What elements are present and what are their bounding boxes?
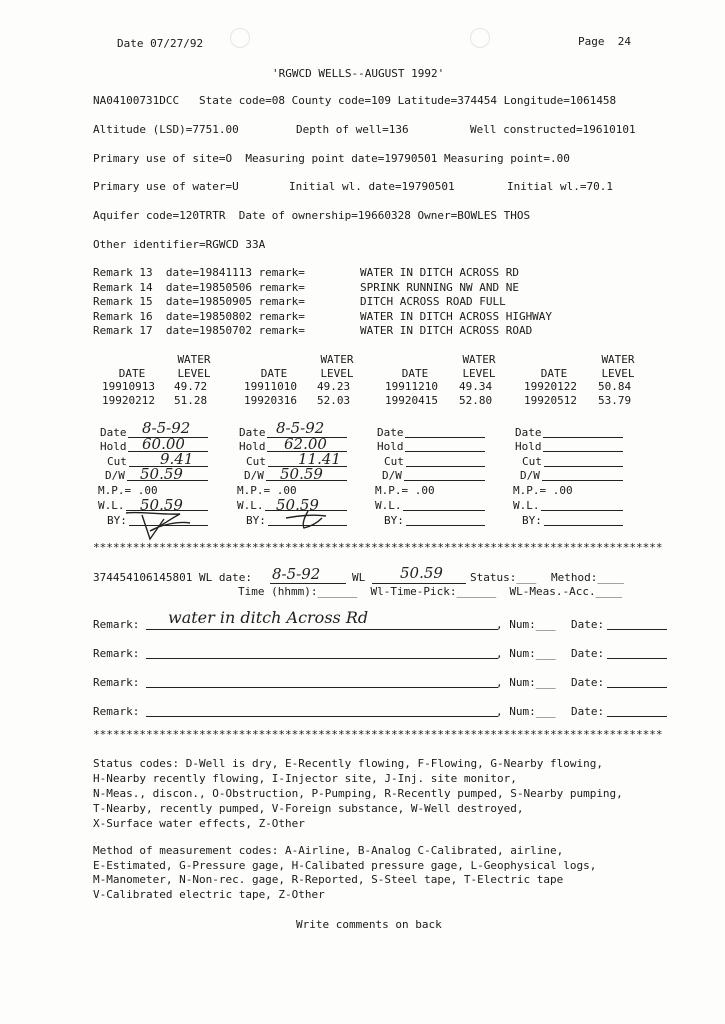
form-label-wl: W.L.: [98, 499, 125, 512]
form-label-cut: Cut: [522, 455, 542, 468]
level-value-cell: 50.84: [598, 380, 632, 393]
date-field[interactable]: [607, 687, 667, 688]
punch-hole: [470, 28, 490, 48]
site-id-line: NA04100731DCC State code=08 County code=109 Latitude=374454 Longitude=1061458: [93, 94, 617, 107]
form-label-by: BY:: [522, 514, 542, 527]
print-date: Date 07/27/92: [117, 37, 204, 50]
date-label: Date:: [571, 647, 605, 660]
remark-entry-label: Remark 16 date=19850802 remark=: [93, 309, 305, 323]
method-code-line: V-Calibrated electric tape, Z-Other: [93, 887, 325, 901]
level-value-cell: 51.28: [174, 394, 208, 407]
form-label-date: Date: [239, 426, 266, 439]
level-date-cell: 19920512: [524, 394, 577, 407]
handwritten-date-1: 8-5-92: [142, 419, 191, 437]
signature-2: [282, 508, 342, 530]
level-value-cell: 49.23: [317, 380, 351, 393]
column-header-water: WATER: [177, 353, 211, 366]
handwritten-dw-1: 50.59: [140, 465, 183, 483]
remark-entry-label: Remark 17 date=19850702 remark=: [93, 324, 305, 337]
primary-use-water: Primary use of water=U: [93, 180, 239, 193]
form-label-date: Date: [515, 426, 542, 439]
form-field-wl[interactable]: [541, 510, 623, 511]
form-field-date[interactable]: [543, 437, 623, 438]
num-field[interactable]: , Num:___: [496, 618, 556, 631]
status-code-line: Status codes: D-Well is dry, E-Recently flowing, F-Flowing, G-Nearby flowing,: [93, 757, 603, 770]
remark-label: Remark:: [93, 618, 140, 631]
level-date-cell: 19920122: [524, 380, 577, 393]
form-label-by: BY:: [246, 514, 266, 527]
date-label: Date:: [571, 618, 605, 631]
form-field-hold[interactable]: [543, 451, 623, 452]
date-field[interactable]: [607, 716, 667, 717]
form-label-mp: M.P.= .00: [98, 484, 158, 497]
form-label-date: Date: [100, 426, 127, 439]
remark-entry-label: Remark 13 date=19841113 remark=: [93, 266, 305, 279]
method-code-line: M-Manometer, N-Non-rec. gage, R-Reported, S-Steel tape, T-Electric tape: [93, 873, 564, 886]
form-label-dw: D/W: [105, 469, 125, 482]
remark-field[interactable]: [146, 687, 498, 688]
form-label-by: BY:: [107, 514, 127, 527]
form-field-hold[interactable]: [405, 451, 485, 452]
aquifer-line: Aquifer code=120TRTR Date of ownership=19660328 Owner=BOWLES THOS: [93, 209, 531, 222]
other-identifier: Other identifier=RGWCD 33A: [93, 238, 266, 251]
method-field[interactable]: Method:____: [551, 571, 624, 584]
form-field-dw[interactable]: [404, 480, 485, 481]
column-header-date: DATE: [118, 367, 146, 380]
handwritten-dw-2: 50.59: [280, 465, 323, 483]
level-value-cell: 52.80: [459, 394, 493, 407]
form-field-dw[interactable]: [542, 480, 623, 481]
remark-field[interactable]: [146, 716, 498, 717]
signature-1: [120, 505, 210, 545]
column-header-water: WATER: [320, 353, 354, 366]
handwritten-cut-2: 11.41: [298, 450, 341, 468]
level-value-cell: 53.79: [598, 394, 632, 407]
remark-field[interactable]: [146, 658, 498, 659]
column-header-level: LEVEL: [320, 367, 354, 380]
form-label-cut: Cut: [107, 455, 127, 468]
status-code-line: T-Nearby, recently pumped, V-Foreign substance, W-Well destroyed,: [93, 802, 524, 815]
handwritten-cut-1: 9.41: [160, 450, 194, 468]
separator-top: **************************************************************************************: [93, 541, 663, 554]
form-field-cut[interactable]: [544, 466, 623, 467]
method-code-line: E-Estimated, G-Pressure gage, H-Calibated pressure gage, L-Geophysical logs,: [93, 858, 597, 872]
level-date-cell: 19920316: [244, 394, 297, 407]
form-field-date[interactable]: [405, 437, 485, 438]
form-label-wl: W.L.: [237, 499, 264, 512]
remark-label: Remark:: [93, 647, 140, 660]
form-field-by[interactable]: [544, 525, 623, 526]
date-field[interactable]: [607, 629, 667, 630]
wl-label: WL: [352, 571, 366, 584]
column-header-level: LEVEL: [177, 367, 211, 380]
form-label-hold: Hold: [239, 440, 266, 453]
entry-id-label: 374454106145801 WL date:: [93, 571, 252, 584]
page-number: Page 24: [578, 35, 631, 48]
handwritten-wl-1: 50.59: [140, 496, 183, 514]
form-label-by: BY:: [384, 514, 404, 527]
method-code-line: Method of measurement codes: A-Airline, B-Analog C-Calibrated, airline,: [93, 844, 564, 857]
column-header-water: WATER: [601, 353, 635, 366]
status-code-line: H-Nearby recently flowing, I-Injector site, J-Inj. site monitor,: [93, 772, 517, 785]
handwritten-date-2: 8-5-92: [276, 419, 325, 437]
num-field[interactable]: , Num:___: [496, 705, 556, 718]
num-field[interactable]: , Num:___: [496, 647, 556, 660]
handwritten-wl-date: 8-5-92: [272, 565, 321, 583]
time-line: Time (hhmm):______ Wl-Time-Pick:______ WL-Meas.-Acc.____: [238, 585, 623, 598]
level-value-cell: 52.03: [317, 394, 351, 407]
form-label-dw: D/W: [520, 469, 540, 482]
altitude: Altitude (LSD)=7751.00: [93, 123, 239, 136]
form-label-hold: Hold: [515, 440, 542, 453]
handwritten-remark: water in ditch Across Rd: [168, 608, 369, 627]
form-label-wl: W.L.: [513, 499, 540, 512]
remark-label: Remark:: [93, 676, 140, 689]
status-code-line: N-Meas., discon., O-Obstruction, P-Pumping, R-Recently pumped, S-Nearby pumping,: [93, 787, 623, 800]
level-date-cell: 19920212: [102, 394, 155, 407]
remark-entry-text: SPRINK RUNNING NW AND NE: [360, 280, 519, 294]
form-label-hold: Hold: [100, 440, 127, 453]
remark-field[interactable]: [146, 629, 498, 630]
column-header-date: DATE: [401, 367, 429, 380]
handwritten-hold-1: 60.00: [142, 435, 185, 453]
initial-wl-date: Initial wl. date=19790501: [289, 180, 455, 193]
level-date-cell: 19920415: [385, 394, 438, 407]
wl-underline: [372, 583, 466, 584]
page-title: 'RGWCD WELLS--AUGUST 1992': [272, 67, 445, 80]
status-field[interactable]: Status:___: [470, 571, 537, 584]
column-header-level: LEVEL: [601, 367, 635, 380]
form-label-cut: Cut: [246, 455, 266, 468]
level-date-cell: 19911210: [385, 380, 438, 393]
initial-wl: Initial wl.=70.1: [507, 180, 613, 193]
remark-entry-text: WATER IN DITCH ACROSS ROAD: [360, 324, 533, 337]
form-field-wl[interactable]: [403, 510, 485, 511]
remark-entry-text: WATER IN DITCH ACROSS HIGHWAY: [360, 309, 553, 323]
primary-use-site: Primary use of site=O Measuring point date=19790501 Measuring point=.00: [93, 152, 570, 165]
remark-entry-label: Remark 14 date=19850506 remark=: [93, 280, 305, 294]
punch-hole: [230, 28, 250, 48]
form-label-mp: M.P.= .00: [513, 484, 573, 497]
form-label-mp: M.P.= .00: [375, 484, 435, 497]
handwritten-wl-2: 50.59: [276, 496, 319, 514]
column-header-date: DATE: [260, 367, 288, 380]
depth-of-well: Depth of well=136: [296, 123, 409, 136]
status-code-line: X-Surface water effects, Z-Other: [93, 817, 305, 830]
handwritten-wl: 50.59: [400, 564, 443, 582]
date-field[interactable]: [607, 658, 667, 659]
num-field[interactable]: , Num:___: [496, 676, 556, 689]
remark-entry-label: Remark 15 date=19850905 remark=: [93, 295, 305, 308]
date-label: Date:: [571, 705, 605, 718]
column-header-date: DATE: [540, 367, 568, 380]
remark-label: Remark:: [93, 705, 140, 718]
form-label-mp: M.P.= .00: [237, 484, 297, 497]
well-constructed: Well constructed=19610101: [470, 123, 636, 136]
separator-bottom: **************************************************************************************: [93, 728, 663, 741]
form-field-by[interactable]: [406, 525, 485, 526]
form-label-hold: Hold: [377, 440, 404, 453]
date-label: Date:: [571, 676, 605, 689]
remark-entry-text: DITCH ACROSS ROAD FULL: [360, 295, 506, 308]
handwritten-hold-2: 62.00: [284, 435, 327, 453]
level-value-cell: 49.72: [174, 380, 208, 393]
level-value-cell: 49.34: [459, 380, 493, 393]
form-label-dw: D/W: [244, 469, 264, 482]
level-date-cell: 19911010: [244, 380, 297, 393]
form-label-dw: D/W: [382, 469, 402, 482]
level-date-cell: 19910913: [102, 380, 155, 393]
remark-entry-text: WATER IN DITCH ACROSS RD: [360, 266, 519, 279]
wl-date-underline: [270, 583, 346, 584]
form-label-wl: W.L.: [375, 499, 402, 512]
form-label-cut: Cut: [384, 455, 404, 468]
form-field-cut[interactable]: [406, 466, 485, 467]
column-header-water: WATER: [462, 353, 496, 366]
column-header-level: LEVEL: [462, 367, 496, 380]
form-label-date: Date: [377, 426, 404, 439]
footer-note: Write comments on back: [296, 918, 442, 931]
